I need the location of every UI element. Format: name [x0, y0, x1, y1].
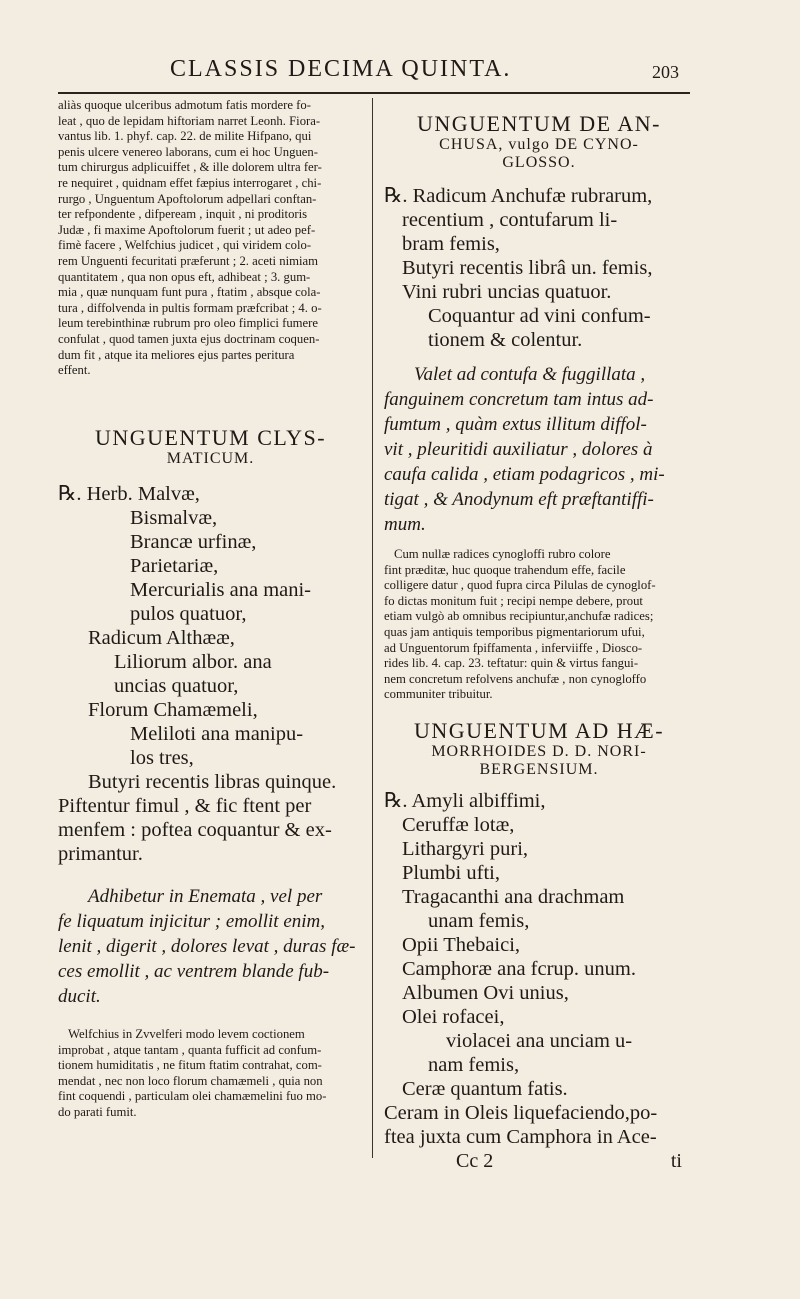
recipe-line: Liliorum albor. ana	[114, 651, 272, 673]
recipe-line: Albumen Ovi unius,	[402, 981, 569, 1004]
section-subtitle: GLOSSO.	[502, 154, 576, 171]
recipe-line: Parietariæ,	[130, 555, 219, 577]
note-line: tura , diffolvenda in pultis formam præfcribat ; 4. o-	[58, 300, 322, 315]
left-note	[58, 98, 363, 404]
column-divider	[372, 98, 373, 1158]
note-line: fimè facere , Welfchius judicet , qui viridem colo-	[58, 238, 312, 253]
recipe-line: uncias quatuor,	[114, 675, 239, 697]
note-line: tum chirurgus adplicuiffet , & ille dolorem ultra fer-	[58, 160, 322, 175]
right-column	[384, 98, 694, 1173]
recipe-line: tionem & colentur.	[428, 329, 583, 351]
right-note	[384, 547, 694, 703]
note-line: fint coquendi , particulam olei chamæmelini fuo mo-	[58, 1089, 327, 1104]
note-line: ad Unguentorum fpiffamenta , inferviiffe , Diosco-	[384, 640, 643, 655]
note-line: fo dictas monitum fuit ; recipi nempe debere, prout	[384, 593, 643, 608]
note-line: dum fit , atque ita meliores ejus partes peritura	[58, 347, 295, 362]
section-subtitle: CHUSA, vulgo DE CYNO-	[439, 136, 639, 153]
running-title: CLASSIS DECIMA QUINTA.	[170, 56, 512, 82]
recipe-line: ℞. Amyli albiffimi,	[384, 789, 546, 812]
usage-line: mum.	[384, 514, 426, 535]
usage-line: Valet ad contufa & fuggillata ,	[414, 364, 646, 385]
usage-line: fe liquatum injicitur ; emollit enim,	[58, 911, 326, 932]
page-footer	[384, 1149, 694, 1173]
note-line: improbat , atque tantam , quanta fufficit ad confum-	[58, 1042, 322, 1057]
usage-line: tigat , & Anodynum eft præftantiffi-	[384, 489, 654, 510]
note-line: effent.	[58, 363, 91, 378]
note-line: aliàs quoque ulceribus admotum fatis mordere fo-	[58, 98, 311, 112]
note-line: confulat , quod tamen juxta ejus doctrinam coquen-	[58, 331, 320, 346]
recipe-line: unam femis,	[428, 909, 530, 932]
recipe-line: Brancæ urfinæ,	[130, 531, 257, 553]
right-recipe-1	[384, 184, 694, 352]
usage-line: lenit , digerit , dolores levat , duras fæ-	[58, 936, 356, 957]
note-line: ter refpondente , difpeream , inquit , ni proditoris	[58, 207, 308, 222]
section-title: UNGUENTUM DE AN-	[417, 111, 661, 136]
left-recipe	[58, 482, 363, 866]
note-line: communiter tribuitur.	[384, 687, 493, 702]
usage-line: ces emollit , ac ventrem blande fub-	[58, 961, 330, 982]
recipe-line: bram femis,	[402, 233, 500, 255]
right-section-heading-1	[384, 112, 694, 172]
catchword: ti	[670, 1149, 682, 1172]
note-line: fint præditæ, huc quoque trahendum effe, facile	[384, 562, 626, 577]
recipe-line: primantur.	[58, 843, 143, 865]
note-line: leum terebinthinæ rubrum pro oleo fimplici fumere	[58, 316, 319, 331]
usage-line: fumtum , quàm extus illitum diffol-	[384, 414, 647, 435]
recipe-line: Opii Thebaici,	[402, 933, 521, 956]
recipe-line: los tres,	[130, 747, 194, 769]
recipe-line: nam femis,	[428, 1053, 520, 1076]
section-title: UNGUENTUM AD HÆ-	[413, 717, 665, 743]
usage-line: Adhibetur in Enemata , vel per	[88, 886, 323, 907]
section-title: UNGUENTUM CLYS-	[94, 425, 327, 450]
recipe-line: violacei ana unciam u-	[446, 1029, 633, 1052]
recipe-line: Mercurialis ana mani-	[130, 579, 312, 601]
recipe-line: Butyri recentis librâ un. femis,	[402, 257, 653, 279]
recipe-line: Bismalvæ,	[130, 507, 218, 529]
left-section-heading	[58, 426, 363, 468]
section-subtitle: BERGENSIUM.	[479, 760, 599, 778]
left-column	[58, 98, 363, 1121]
note-line: rem Unguenti fecuritati præferunt ; 2. aceti nimiam	[58, 253, 319, 268]
usage-line: ducit.	[58, 986, 101, 1007]
recipe-line: Radicum Althææ,	[88, 627, 235, 649]
recipe-line: Coquantur ad vini confum-	[428, 305, 651, 327]
note-line: penis ulcere venereo laborans, cum ei hoc Unguen-	[58, 144, 318, 159]
left-usage-text	[58, 884, 363, 1009]
recipe-line: Meliloti ana manipu-	[130, 723, 304, 745]
note-line: Cum nullæ radices cynogloffi rubro colore	[394, 547, 611, 561]
note-line: Welfchius in Zvvelferi modo levem coctionem	[68, 1027, 305, 1041]
recipe-line: Tragacanthi ana drachmam	[402, 885, 625, 908]
recipe-line: Vini rubri uncias quatuor.	[402, 281, 612, 303]
note-line: rides lib. 4. cap. 23. teftatur: quin & virtus fangui-	[384, 656, 639, 671]
usage-line: vit , pleuritidi auxiliatur , dolores à	[384, 439, 653, 460]
recipe-line: Lithargyri puri,	[402, 837, 529, 860]
recipe-line: menfem : poftea coquantur & ex-	[58, 819, 332, 841]
note-line: vantus lib. 1. phyf. cap. 22. de milite Hifpano, qui	[58, 129, 312, 144]
right-section-heading-2	[384, 719, 694, 779]
recipe-line: Florum Chamæmeli,	[88, 699, 258, 721]
recipe-line: Plumbi ufti,	[402, 861, 500, 884]
recipe-line: Butyri recentis libras quinque.	[88, 771, 337, 793]
recipe-line: ℞. Radicum Anchufæ rubrarum,	[384, 185, 653, 207]
note-line: quantitatem , qua non opus eft, adhibeat ; 3. gum-	[58, 269, 311, 284]
recipe-line: recentium , contufarum li-	[402, 209, 618, 231]
right-recipe-2	[384, 789, 694, 1149]
note-line: quas jam antiquis temporibus pigmentariorum ufui,	[384, 624, 645, 639]
recipe-line: pulos quatuor,	[130, 603, 247, 625]
note-line: rurgo , Unguentum Apoftolorum adpellari conftan-	[58, 191, 317, 206]
right-usage-text	[384, 362, 694, 537]
recipe-line: Camphoræ ana fcrup. unum.	[402, 957, 636, 980]
note-line: mia , quæ nunquam funt pura , ftatim , absque cola-	[58, 285, 321, 300]
recipe-line: Ceræ quantum fatis.	[402, 1077, 568, 1100]
recipe-line: ftea juxta cum Camphora in Ace-	[384, 1125, 657, 1148]
recipe-line: Ceruffæ lotæ,	[402, 813, 515, 836]
recipe-line: Piftentur fimul , & fic ftent per	[58, 795, 312, 817]
usage-line: caufa calida , etiam podagricos , mi-	[384, 464, 665, 485]
note-line: leat , quo de lepidam hiftoriam narret Leonh. Fiora-	[58, 113, 321, 128]
note-line: etiam vulgò ab omnibus recipiuntur,anchufæ radices;	[384, 609, 654, 624]
recipe-line: Olei rofacei,	[402, 1005, 505, 1028]
section-subtitle: MORRHOIDES D. D. NORI-	[431, 742, 647, 760]
page-number: 203	[652, 62, 679, 82]
note-line: mendat , nec non loco florum chamæmeli , quia non	[58, 1073, 323, 1088]
usage-line: fanguinem concretum tam intus ad-	[384, 389, 654, 410]
note-line: re nequiret , quidnam effet fæpius interrogaret , chi-	[58, 175, 322, 190]
note-line: colligere datur , quod fupra circa Pilulas de cynoglof-	[384, 578, 656, 593]
recipe-line: ℞. Herb. Malvæ,	[58, 483, 200, 505]
left-note-2	[58, 1027, 363, 1121]
section-subtitle: MATICUM.	[166, 450, 255, 467]
note-line: nem concretum refolvens anchufæ , non cynogloffo	[384, 671, 647, 686]
note-line: tionem humiditatis , ne fitum ftatim contrahat, com-	[58, 1058, 322, 1073]
page-header	[0, 56, 800, 92]
signature-mark: Cc 2	[456, 1149, 494, 1172]
header-rule	[58, 92, 690, 94]
note-line: Judæ , fi maxime Apoftolorum fuerit ; ut adeo pef-	[58, 222, 316, 237]
note-line: do parati fumit.	[58, 1104, 137, 1119]
recipe-line: Ceram in Oleis liquefaciendo,po-	[384, 1101, 658, 1124]
